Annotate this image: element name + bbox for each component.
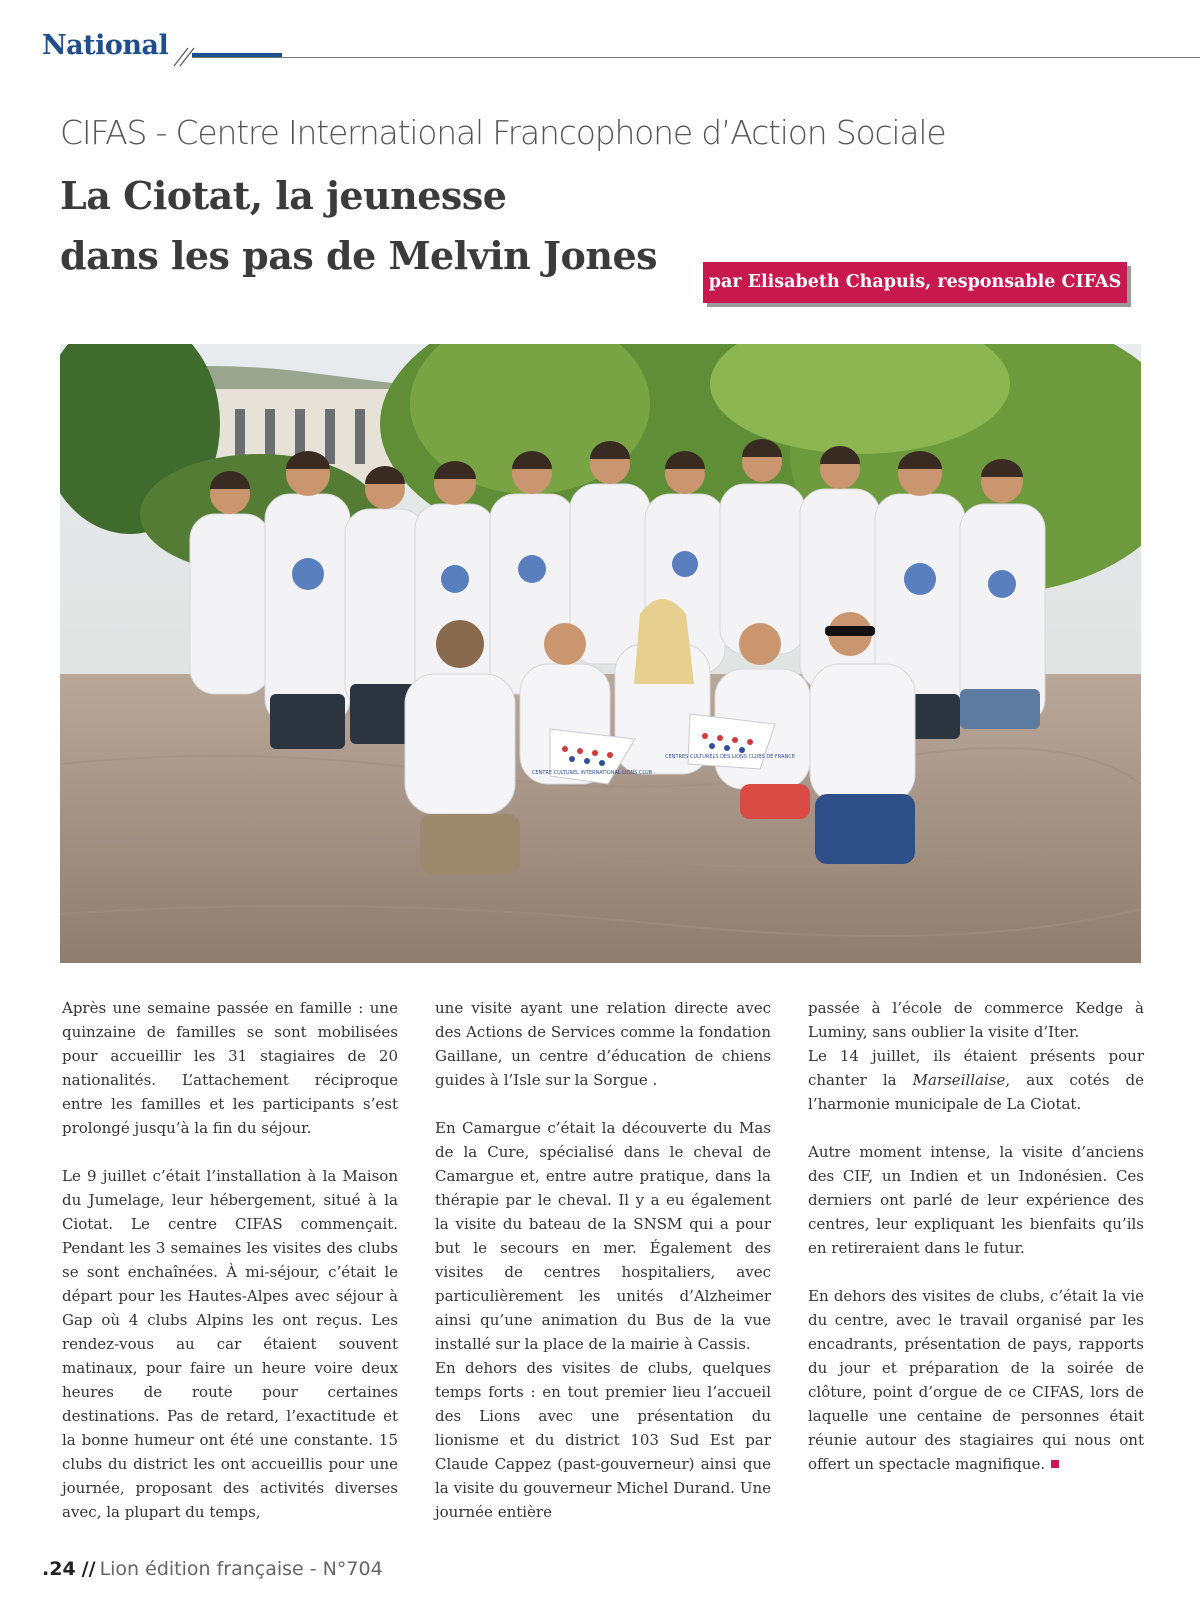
col3-p2-after: , aux cotés de l’harmonie municipale de La Ciotat. xyxy=(808,1071,1144,1113)
publication-name: Lion édition française - N°704 xyxy=(99,1558,383,1580)
banner-left-text: CENTRE CULTUREL INTERNATIONAL LIONS CLUB xyxy=(531,770,653,776)
col2-paragraph-1: une visite ayant une relation directe avec des Actions de Services comme la fondation Gaillane, un centre d’éducation de chiens guides à l’Isle sur la Sorgue . xyxy=(435,999,771,1089)
col3-paragraph-2 xyxy=(808,1044,1144,1116)
col3-paragraph-3: Autre moment intense, la visite d’anciens des CIF, un Indien et un Indonésien. Ces derniers ont parlé de leur expérience des centres, leur expliquant les bienfaits qu’ils en retireraient dans le futur. xyxy=(808,1143,1144,1257)
marseillaise-italic: Marseillaise xyxy=(912,1071,1006,1089)
col3-paragraph-4 xyxy=(808,1284,1144,1476)
col3-paragraph-1: passée à l’école de commerce Kedge à Luminy, sans oublier la visite d’Iter. xyxy=(808,999,1144,1041)
section-header xyxy=(42,30,1200,70)
page-footer xyxy=(42,1558,642,1580)
header-rule xyxy=(192,57,1200,58)
byline-badge: par Elisabeth Chapuis, responsable CIFAS xyxy=(703,262,1127,303)
article-column-3 xyxy=(808,996,1144,1476)
banner-right-text: CENTRES CULTURELS DES LIONS CLUBS DE FRANCE xyxy=(665,754,795,760)
headline-line-1: La Ciotat, la jeunesse xyxy=(60,173,507,218)
headline-line-2: dans les pas de Melvin Jones xyxy=(60,233,658,278)
page-number: .24 xyxy=(42,1558,76,1580)
end-of-article-mark xyxy=(1051,1460,1059,1468)
article-kicker: CIFAS - Centre International Francophone d’Action Sociale xyxy=(60,113,946,152)
col2-paragraph-2: En Camargue c’était la découverte du Mas de la Cure, spécialisé dans le cheval de Camargue et, entre autre pratique, dans la thérapie par le cheval. Il y a eu également la visite du bateau de la SNSM qui a pour but le secours en mer. Également des visites de centres hospitaliers, avec particulièrement les unités d’Alzheimer ainsi qu’une animation du Bus de la vue installé sur la place de la mairie à Cassis. xyxy=(435,1119,771,1353)
article-column-2 xyxy=(435,996,771,1524)
col3-p4-text: En dehors des visites de clubs, c’était la vie du centre, avec le travail organisé par les encadrants, présentation de pays, rapports du jour et préparation de la soirée de clôture, point d’orgue de ce CIFAS, lors de laquelle une centaine de personnes était réunie autour des stagiaires qui nous ont offert un spectacle magnifique. xyxy=(808,1287,1144,1473)
col1-paragraph-1: Après une semaine passée en famille : une quinzaine de familles se sont mobilisées pour accueillir les 31 stagiaires de 20 nationalités. L’attachement réciproque entre les familles et les participants s’est prolongé jusqu’à la fin du séjour. xyxy=(62,999,398,1137)
group-photo-illustration xyxy=(60,344,1141,963)
col2-paragraph-3: En dehors des visites de clubs, quelques temps forts : en tout premier lieu l’accueil des Lions avec une présentation du lionisme et du district 103 Sud Est par Claude Cappez (past-gouverneur) ainsi que la visite du gouverneur Michel Durand. Une journée entière xyxy=(435,1359,771,1521)
col1-paragraph-2: Le 9 juillet c’était l’installation à la Maison du Jumelage, leur hébergement, situé à la Ciotat. Le centre CIFAS commençait. Pendant les 3 semaines les visites des clubs se sont enchaînées. À mi-séjour, c’était le départ pour les Hautes-Alpes avec séjour à Gap où 4 clubs Alpins les ont reçus. Les rendez-vous au car étaient souvent matinaux, pour faire un heure voire deux heures de route pour certaines destinations. Pas de retard, l’exactitude et la bonne humeur ont été une constante. 15 clubs du district les ont accueillis pour une journée, proposant des activités diverses avec, la plupart du temps, xyxy=(62,1167,398,1521)
col3-p2-before: Le 14 juillet, ils étaient présents pour chanter la xyxy=(808,1047,1144,1089)
footer-separator: // xyxy=(81,1558,96,1580)
section-title: National xyxy=(42,30,169,61)
group-photo xyxy=(60,344,1141,963)
article-column-1 xyxy=(62,996,398,1524)
